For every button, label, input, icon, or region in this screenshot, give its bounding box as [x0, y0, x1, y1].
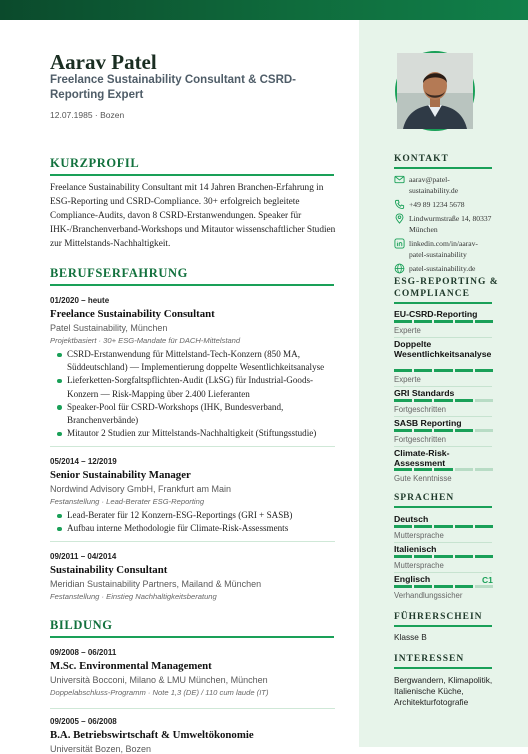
profile-heading-rule	[50, 174, 334, 176]
skills-heading-rule	[394, 302, 492, 304]
contact-email-text: aarav@patel-sustainability.de	[409, 175, 459, 195]
candidate-name: Aarav Patel	[50, 50, 157, 74]
language-cefr-badge: C1	[482, 575, 493, 585]
profile-heading: KURZPROFIL	[50, 156, 140, 170]
license-text: Klasse B	[394, 632, 427, 642]
skill-level: Experte	[394, 326, 421, 335]
skill-level: Gute Kenntnisse	[394, 474, 452, 483]
language-name: Englisch	[394, 574, 431, 584]
language-name: Italienisch	[394, 544, 437, 554]
header-gradient-bar	[0, 0, 528, 20]
skill-level: Fortgeschritten	[394, 435, 447, 444]
interests-text: Bergwandern, Klimapolitik, Italienische Küche, Architekturfotografie	[394, 675, 493, 707]
entry-organization: Nordwind Advisory GmbH, Frankfurt am Main	[50, 484, 232, 494]
entry-divider	[50, 541, 335, 542]
entry-organization: Patel Sustainability, München	[50, 323, 168, 333]
language-level-bar	[394, 555, 493, 558]
contact-website-text: patel-sustainability.de	[409, 264, 476, 273]
entry-divider	[50, 708, 335, 709]
contact-address-text: Lindwurmstraße 14, 80337 München	[409, 214, 492, 234]
language-level: Muttersprache	[394, 531, 444, 540]
languages-heading: SPRACHEN	[394, 493, 455, 503]
experience-heading-rule	[50, 284, 334, 286]
entry-date: 09/2011 – 04/2014	[50, 552, 117, 561]
skill-divider	[394, 416, 492, 417]
skill-name: SASB Reporting	[394, 418, 462, 428]
experience-entry	[50, 552, 335, 601]
contact-heading: KONTAKT	[394, 154, 449, 164]
entry-organization: Meridian Sustainability Partners, Mailand & München	[50, 579, 262, 589]
education-entry	[50, 648, 335, 697]
skill-level: Fortgeschritten	[394, 405, 447, 414]
language-divider	[394, 542, 492, 543]
experience-entry	[50, 457, 335, 535]
experience-heading: BERUFSERFAHRUNG	[50, 266, 188, 280]
profile-photo	[395, 51, 475, 131]
skill-level-bar	[394, 399, 493, 402]
language-level: Muttersprache	[394, 561, 444, 570]
entry-date: 05/2014 – 12/2019	[50, 457, 117, 466]
entry-date: 09/2005 – 06/2008	[50, 717, 117, 726]
phone-icon	[394, 199, 405, 210]
languages-heading-rule	[394, 506, 492, 508]
entry-divider	[50, 446, 335, 447]
skill-divider	[394, 446, 492, 447]
language-divider	[394, 572, 492, 573]
interests-heading: INTERESSEN	[394, 654, 465, 664]
skill-divider	[394, 386, 492, 387]
location-icon	[394, 213, 405, 224]
skill-name: Climate-Risk-Assessment	[394, 448, 450, 468]
contact-phone-text: +49 89 1234 5678	[409, 200, 465, 209]
skill-name: EU-CSRD-Reporting	[394, 309, 478, 319]
education-heading-rule	[50, 636, 334, 638]
skills-heading: ESG-REPORTING & COMPLIANCE	[394, 277, 499, 299]
entry-bullets	[50, 348, 335, 440]
license-heading-rule	[394, 625, 492, 627]
language-level-bar	[394, 525, 493, 528]
entry-title: B.A. Betriebswirtschaft & Umweltökonomie	[50, 729, 254, 741]
education-entry	[50, 717, 335, 754]
candidate-role: Freelance Sustainability Consultant & CSRD-Reporting Expert	[50, 74, 297, 101]
language-level: Verhandlungssicher	[394, 591, 463, 600]
entry-title: Senior Sustainability Manager	[50, 469, 191, 481]
birth-date-place: 12.07.1985 · Bozen	[50, 110, 125, 120]
entry-bullets	[50, 509, 335, 535]
entry-date: 09/2008 – 06/2011	[50, 648, 117, 657]
experience-entry	[50, 296, 335, 440]
entry-organization: Universität Bozen, Bozen	[50, 744, 152, 754]
skill-name: Doppelte Wesentlichkeitsanalyse	[394, 339, 492, 359]
skill-level-bar	[394, 429, 493, 432]
entry-meta: Festanstellung · Lead-Berater ESG-Reporting	[50, 497, 205, 506]
entry-meta: Festanstellung · Einstieg Nachhaltigkeitsberatung	[50, 592, 217, 601]
skill-level: Experte	[394, 375, 421, 384]
entry-bullet: Mitautor 2 Studien zur Mittelstands-Nachhaltigkeit (Stiftungsstudie)	[50, 427, 335, 440]
contact-heading-rule	[394, 167, 492, 169]
interests-heading-rule	[394, 667, 492, 669]
entry-date: 01/2020 – heute	[50, 296, 110, 305]
entry-bullet: CSRD-Erstanwendung für Mittelstand-Tech-Konzern (850 MA, Süddeutschland) — Implementierung doppelte Wesentlichkeitsanalyse	[50, 348, 335, 374]
profile-text: Freelance Sustainability Consultant mit 14 Jahren Branchen-Erfahrung in ESG-Reporting und CSRD-Compliance. 30+ erfolgreich begleitete Compliance-Audits, davon 8 CSRD-Erstanwendungen. Speaker für IHK-/Branchenverband-Workshops und Mitautor wissenschaftlicher Studien zur Mittelstands-Nachhaltigkeit.	[50, 183, 336, 249]
entry-bullet: Aufbau interne Methodologie für Climate-Risk-Assessments	[50, 522, 335, 535]
entry-bullet: Lead-Berater für 12 Konzern-ESG-Reportings (GRI + SASB)	[50, 509, 335, 522]
mail-icon	[394, 174, 405, 185]
globe-icon	[394, 263, 405, 274]
entry-organization: Università Bocconi, Milano & LMU München, München	[50, 675, 268, 685]
entry-meta: Projektbasiert · 30+ ESG-Mandate für DACH-Mittelstand	[50, 336, 241, 345]
skill-level-bar	[394, 468, 493, 471]
entry-title: Sustainability Consultant	[50, 564, 168, 576]
portrait-image	[397, 53, 473, 129]
skill-level-bar	[394, 320, 493, 323]
entry-title: Freelance Sustainability Consultant	[50, 308, 215, 320]
entry-title: M.Sc. Environmental Management	[50, 660, 212, 672]
skill-divider	[394, 337, 492, 338]
skill-name: GRI Standards	[394, 388, 455, 398]
linkedin-icon	[394, 238, 405, 249]
entry-bullet: Speaker-Pool für CSRD-Workshops (IHK, Bundesverband, Branchenverbände)	[50, 401, 335, 427]
language-level-bar	[394, 585, 493, 588]
entry-bullet: Lieferketten-Sorgfaltspflichten-Audit (LkSG) für Industrial-Goods-Konzern — Risk-Mapping über 2.400 Lieferanten	[50, 374, 335, 400]
entry-meta: Doppelabschluss-Programm · Note 1,3 (DE) / 110 cum laude (IT)	[50, 688, 269, 697]
education-heading: BILDUNG	[50, 618, 113, 632]
license-heading: FÜHRERSCHEIN	[394, 612, 483, 622]
contact-linkedin-text: linkedin.com/in/aarav-patel-sustainability	[409, 239, 478, 259]
skill-level-bar	[394, 369, 493, 372]
language-name: Deutsch	[394, 514, 429, 524]
